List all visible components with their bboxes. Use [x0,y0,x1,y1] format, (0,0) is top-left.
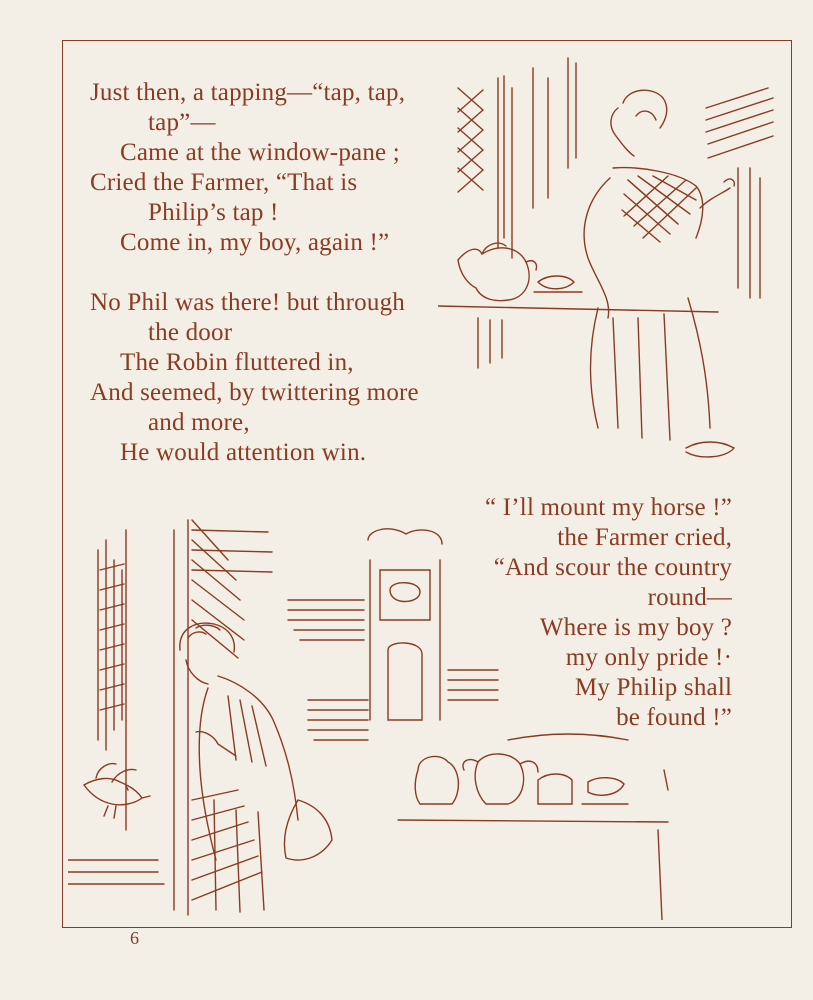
woman-at-table-illustration [438,48,783,473]
verse-line: be found !” [616,704,733,731]
verse-line: Just then, a tapping—“tap, tap, [90,79,406,106]
woman-figure [584,90,734,457]
verse-mount-horse [485,493,732,733]
verse-line: Philip’s tap ! [148,199,279,226]
verse-line: Where is my boy ? [539,614,733,641]
robin-bird [84,764,150,818]
window-hatching [98,530,126,830]
page-number: 6 [130,928,139,948]
floor-lines [658,770,668,920]
verse-line: my only pride !· [565,644,733,671]
grandfather-clock [368,529,442,720]
tea-set-shelf [398,734,668,822]
verse-line: My Philip shall [574,674,733,701]
door [174,520,272,915]
verse-line: round— [647,584,733,611]
room-hatching [68,600,498,884]
verse-tapping [90,78,405,258]
verse-line: He would attention win. [120,439,367,466]
verse-line: the door [148,319,233,346]
verse-line: The Robin fluttered in, [120,349,354,376]
verse-line: And seemed, by twittering more [90,379,419,406]
window-lattice [458,76,512,258]
verse-line: “ I’ll mount my horse !” [485,494,733,521]
verse-robin [90,288,419,468]
farmer-figure [180,623,332,912]
wall-lines [533,58,773,298]
tea-table [438,243,718,368]
verse-line: Cried the Farmer, “That is [90,169,358,196]
verse-line: No Phil was there! but through [90,289,405,316]
verse-line: Came at the window-pane ; [120,139,400,166]
verse-line: “And scour the country [493,554,733,581]
verse-line: tap”— [148,109,216,136]
verse-line: the Farmer cried, [557,524,733,551]
verse-line: and more, [148,409,250,436]
verse-line: Come in, my boy, again !” [120,229,390,256]
